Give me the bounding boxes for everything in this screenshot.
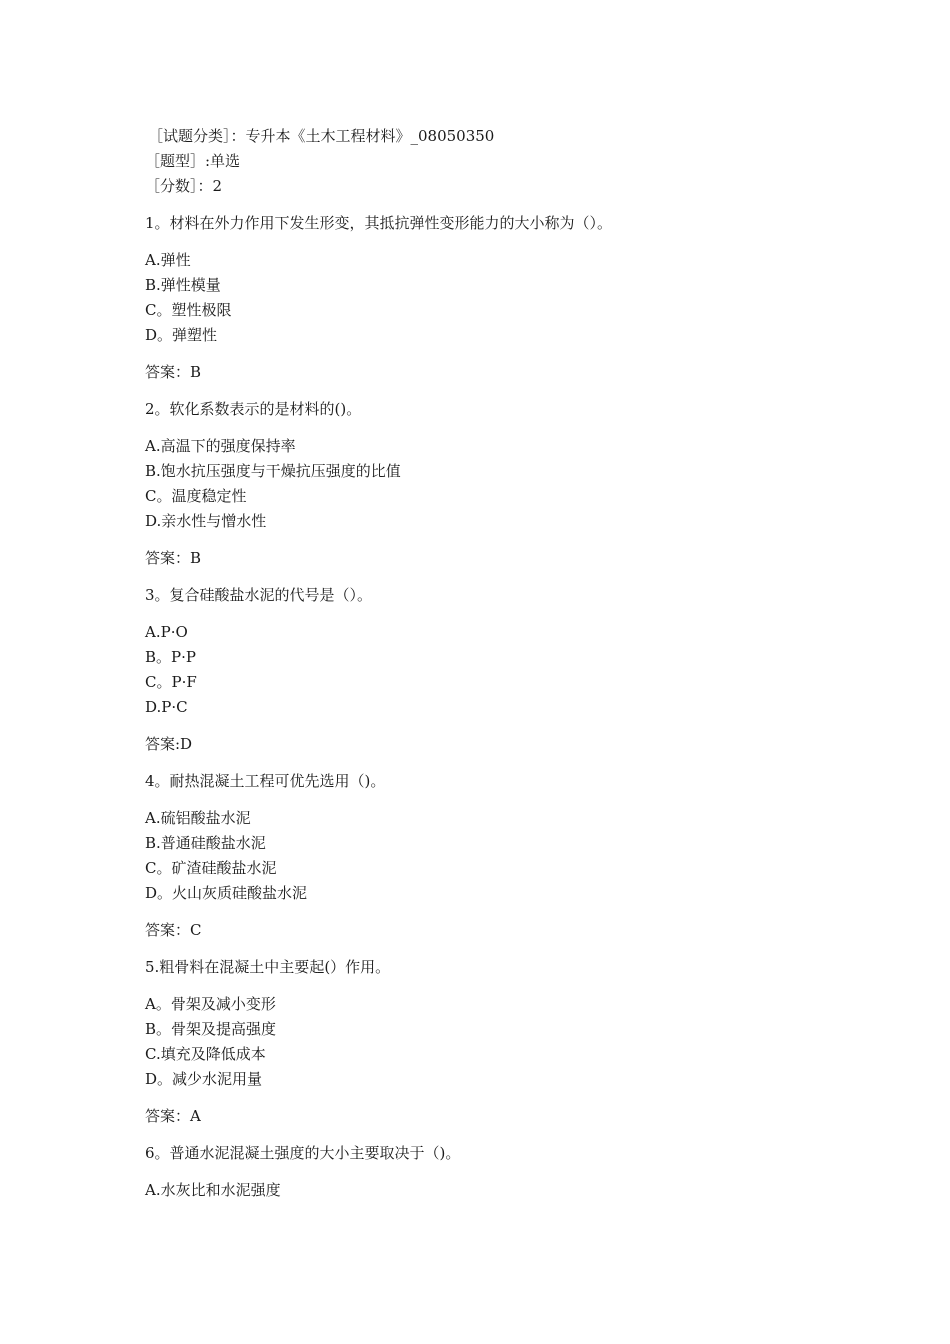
answer-line: 答案:D [145,735,193,753]
option-d: D.P·C [145,698,188,716]
question-text: 2。软化系数表示的是材料的()。 [145,400,362,418]
option-c: C。塑性极限 [145,301,232,319]
answer-line: 答案：B [145,363,202,381]
question-block-1 [145,211,825,385]
option-list [145,620,825,720]
option-list [145,992,825,1092]
option-b: B.弹性模量 [145,276,221,294]
option-a: A.弹性 [145,251,191,269]
question-text: 4。耐热混凝土工程可优先选用（)。 [145,772,386,790]
question-block-5 [145,955,825,1129]
option-a: A.高温下的强度保持率 [145,437,296,455]
option-b: B。P·P [145,648,196,666]
question-block-4 [145,769,825,943]
option-b: B。骨架及提高强度 [145,1020,277,1038]
answer-line: 答案：B [145,549,202,567]
option-d: D。弹塑性 [145,326,218,344]
option-list [145,434,825,534]
option-c: C。P·F [145,673,197,691]
option-list [145,1178,825,1203]
question-block-2 [145,397,825,571]
option-b: B.普通硅酸盐水泥 [145,834,266,852]
answer-line: 答案：C [145,921,202,939]
option-c: C。矿渣硅酸盐水泥 [145,859,277,877]
option-c: C。温度稳定性 [145,487,247,505]
answer-line: 答案：A [145,1107,201,1125]
option-list [145,806,825,906]
score-line: ［分数］：2 [145,177,223,195]
option-a: A.P·O [145,623,188,641]
option-c: C.填充及降低成本 [145,1045,266,1063]
question-block-6 [145,1141,825,1203]
question-text: 3。复合硅酸盐水泥的代号是（）。 [145,586,373,604]
question-text: 1。材料在外力作用下发生形变，其抵抗弹性变形能力的大小称为（）。 [145,214,613,232]
document-page [145,124,825,1215]
question-text: 6。普通水泥混凝土强度的大小主要取决于（)。 [145,1144,461,1162]
option-a: A.硫铝酸盐水泥 [145,809,251,827]
option-d: D。减少水泥用量 [145,1070,263,1088]
option-b: B.饱水抗压强度与干燥抗压强度的比值 [145,462,401,480]
exam-header [145,124,825,199]
option-d: D.亲水性与憎水性 [145,512,267,530]
question-text: 5.粗骨料在混凝土中主要起(）作用。 [145,958,391,976]
option-a: A。骨架及减小变形 [145,995,276,1013]
option-a: A.水灰比和水泥强度 [145,1181,281,1199]
option-d: D。火山灰质硅酸盐水泥 [145,884,308,902]
category-line: ［试题分类］：专升本《土木工程材料》_08050350 [148,127,495,145]
option-list [145,248,825,348]
question-type-line: ［题型］:单选 [145,152,241,170]
question-block-3 [145,583,825,757]
